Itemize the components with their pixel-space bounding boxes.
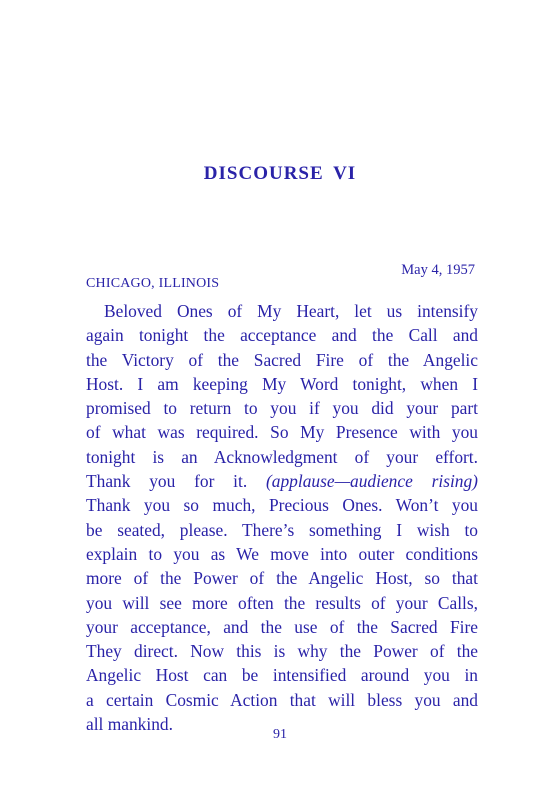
text-line: Thank you so much, Precious Ones. Won’t you	[86, 495, 478, 516]
text-line: again tonight the acceptance and the Call and	[86, 325, 478, 346]
text-line: be seated, please. There’s something I wish to	[86, 519, 478, 540]
text-line: the Victory of the Sacred Fire of the Angelic	[86, 349, 478, 370]
page-title: DISCOURSE VI	[203, 163, 357, 184]
text-line: They direct. Now this is why the Power of the	[86, 641, 478, 662]
page-number: 91	[273, 727, 287, 742]
text-line: more of the Power of the Angelic Host, so that	[86, 568, 478, 589]
text-line: tonight is an Acknowledgment of your effort.	[86, 446, 478, 467]
text-line: Angelic Host can be intensified around you in	[86, 665, 478, 686]
text-line: explain to you as We move into outer conditions	[86, 543, 478, 564]
text-line: all mankind.	[86, 714, 173, 735]
text-segment: Thank you for it.	[86, 471, 248, 492]
discourse-date: May 4, 1957	[401, 262, 475, 278]
text-line: a certain Cosmic Action that will bless you and	[86, 689, 478, 710]
text-line-with-stage-direction	[86, 469, 478, 493]
text-line: you will see more often the results of your Calls,	[86, 592, 478, 613]
text-line: of what was required. So My Presence with you	[86, 422, 478, 443]
text-line: Beloved Ones of My Heart, let us intensify	[104, 301, 478, 321]
text-line: Host. I am keeping My Word tonight, when I	[86, 373, 478, 394]
stage-direction: (applause—audience rising)	[265, 471, 478, 492]
text-line: your acceptance, and the use of the Sacred Fire	[86, 616, 478, 637]
discourse-body	[86, 299, 478, 736]
discourse-location: CHICAGO, ILLINOIS	[86, 276, 220, 291]
text-line: promised to return to you if you did your part	[86, 398, 478, 419]
